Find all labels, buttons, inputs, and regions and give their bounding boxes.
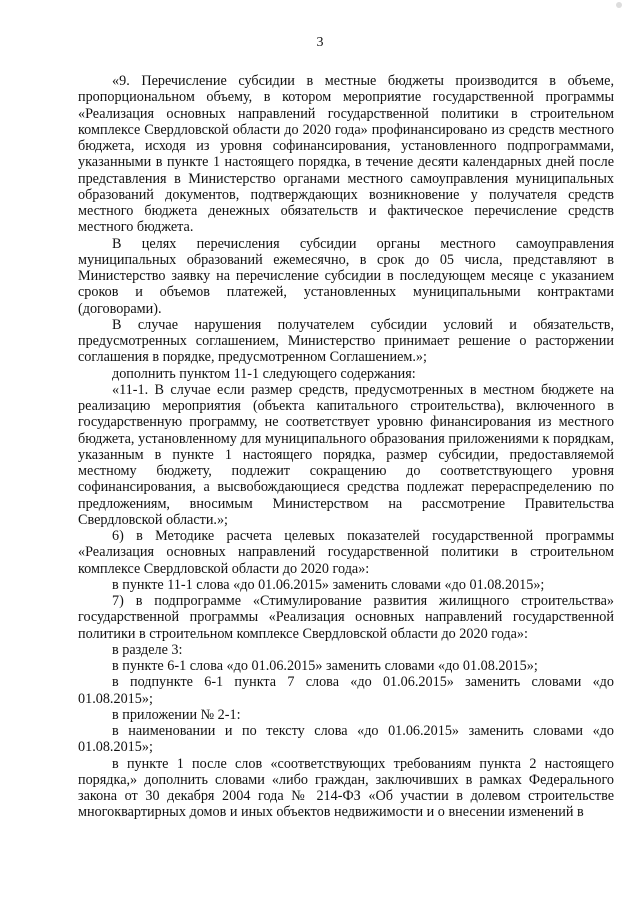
scan-mark — [616, 2, 622, 8]
paragraph-4: дополнить пунктом 11-1 следующего содержания: — [112, 365, 416, 382]
paragraph-13: в наименовании и по тексту слова «до 01.06.2015» заменить словами «до 01.08.2015»; — [78, 723, 614, 756]
paragraph-7: в пункте 11-1 слова «до 01.06.2015» заменить словами «до 01.08.2015»; — [112, 576, 545, 593]
paragraph-3: В случае нарушения получателем субсидии условий и обязательств, предусмотренных соглашением, Министерство принимает решение о расторжении соглашения в порядке, предусмотренном Соглашением.»; — [78, 316, 614, 366]
paragraph-8: 7) в подпрограмме «Стимулирование развития жилищного строительства» государственной программы «Реализация основных направлений государственной политики в строительном комплексе Свердловской области до 2020 года»: — [78, 593, 614, 642]
paragraph-11: в подпункте 6-1 пункта 7 слова «до 01.06.2015» заменить словами «до 01.08.2015»; — [78, 674, 614, 707]
paragraph-10: в пункте 6-1 слова «до 01.06.2015» заменить словами «до 01.08.2015»; — [112, 658, 538, 674]
paragraph-6: 6) в Методике расчета целевых показателей государственной программы «Реализация основных направлений государственной политики в строительном комплексе Свердловской области до 2020 года»: — [78, 528, 614, 577]
paragraph-1: «9. Перечисление субсидии в местные бюджеты производится в объеме, пропорциональном объему, в котором мероприятие государственной программы «Реализация основных направлений государственной политики в строительном комплексе Свердловской области до 2020 года» профинансировано из средств местного бюджета, исходя из уровня софинансирования, установленного подпрограммами, указанными в пункте 1 настоящего порядка, в течение десяти календарных дней после представления в Министерство органами местного самоуправления муниципальных образований документов, подтверждающих возникновение у получателя средств местного бюджета денежных обязательств и фактическое перечисление средств местного бюджета. — [78, 73, 614, 236]
document-body — [78, 73, 614, 821]
paragraph-12: в приложении № 2-1: — [112, 706, 241, 723]
paragraph-2: В целях перечисления субсидии органы местного самоуправления муниципальных образований ежемесячно, в срок до 05 числа, представляют в Министерство заявку на перечисление субсидии в последующем месяце с указанием сроков и объемов платежей, установленных муниципальными контрактами (договорами). — [78, 235, 614, 317]
paragraph-9: в разделе 3: — [112, 641, 183, 658]
paragraph-5: «11-1. В случае если размер средств, предусмотренных в местном бюджете на реализацию мероприятия (объекта капитального строительства), включенного в государственную программу, не соответствует уровню финансирования из местного бюджета, установленному для муниципального образования приложениями к порядкам, указанным в пункте 1 настоящего порядка, размер субсидии, предоставляемой местному бюджету, подлежит сокращению до соответствующего уровня софинансирования, а высвобождающиеся средства подлежат перераспределению по предложениям, вносимым Министерством на рассмотрение Правительства Свердловской области.»; — [78, 381, 614, 528]
page-number: 3 — [316, 35, 324, 50]
paragraph-14: в пункте 1 после слов «соответствующих требованиям пункта 2 настоящего порядка,» дополнить словами «либо граждан, заключивших в рамках Федерального закона от 30 декабря 2004 года № 214-ФЗ «Об участии в долевом строительстве многоквартирных домов и иных объектов недвижимости и о внесении изменений в — [78, 755, 614, 821]
